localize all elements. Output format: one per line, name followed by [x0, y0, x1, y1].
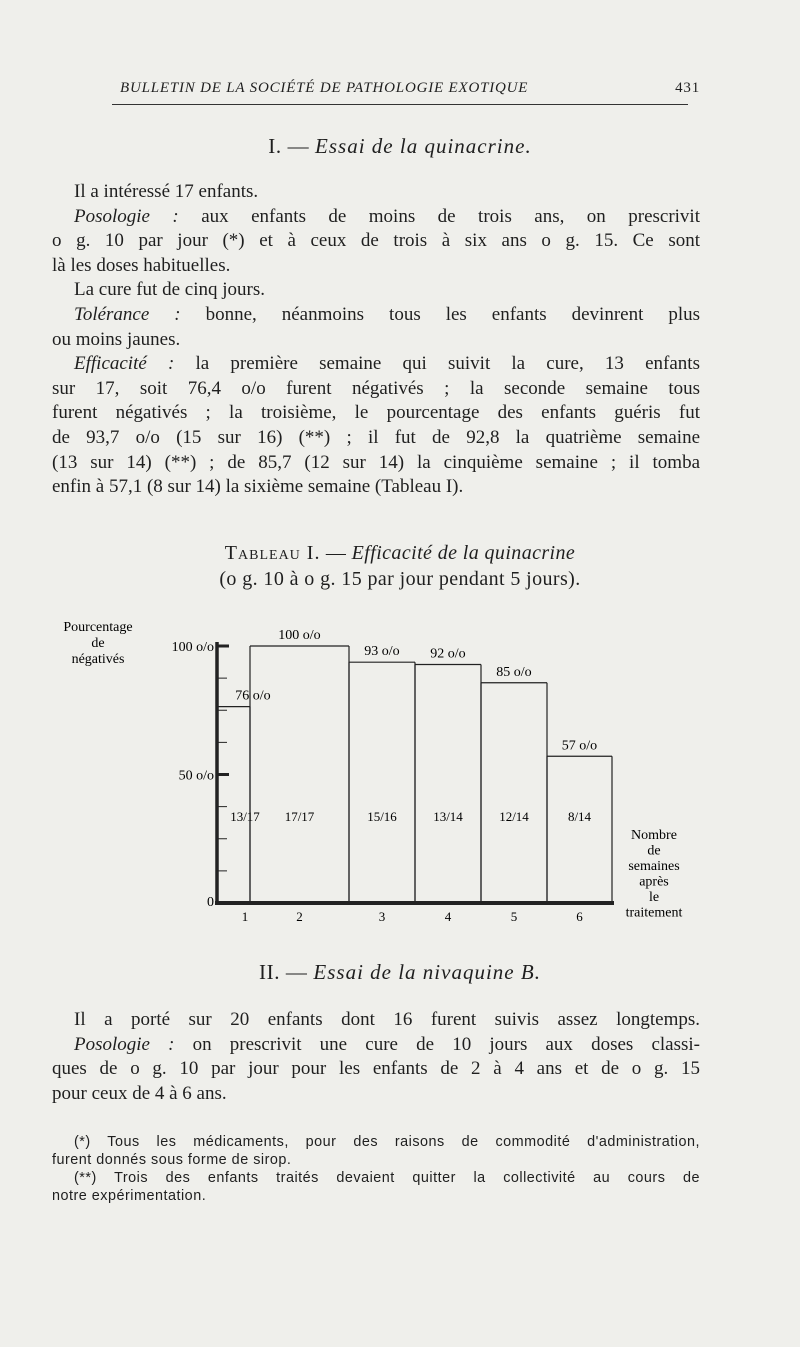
- body-line: sur 17, soit 76,4 o/o furent négativés ; la seconde semaine tous: [52, 377, 700, 399]
- body-line: Posologie : on prescrivit une cure de 10 jours aux doses classi-: [74, 1033, 700, 1055]
- bar-count-label: 13/14: [433, 809, 463, 824]
- body-line: Tolérance : bonne, néanmoins tous les enfants devinrent plus: [74, 303, 701, 325]
- running-title: BULLETIN DE LA SOCIÉTÉ DE PATHOLOGIE EXOTIQUE: [120, 80, 529, 96]
- table-caption: [0, 540, 800, 592]
- body-line: Il a porté sur 20 enfants dont 16 furent suivis assez longtemps.: [74, 1009, 700, 1030]
- section-1-body: [52, 180, 700, 500]
- body-line: là les doses habituelles.: [52, 254, 231, 276]
- footnote-2-line-2: notre expérimentation.: [52, 1188, 207, 1204]
- y-tick-label: 50 o/o: [178, 768, 214, 784]
- body-line: o g. 10 par jour (*) et à ceux de trois à six ans o g. 15. Ce sont: [52, 230, 700, 252]
- table-title: Efficacité de la quinacrine: [351, 542, 576, 564]
- efficacite-label: Efficacité :: [74, 353, 175, 375]
- x-category-label: 3: [378, 909, 386, 924]
- x-category-label: 4: [444, 909, 452, 924]
- y-axis-label-line: Pourcentage: [63, 620, 133, 635]
- bar-value-label: 100 o/o: [278, 628, 321, 643]
- posologie-label: Posologie :: [74, 205, 179, 227]
- body-line: Il a intéressé 17 enfants.: [74, 181, 259, 202]
- body-line: ques de o g. 10 par jour pour les enfants de 2 à 4 ans et de o g. 15: [52, 1058, 700, 1080]
- table-caption-dash: —: [325, 542, 347, 564]
- section-2-heading: [0, 960, 800, 985]
- x-category-label: 2: [296, 909, 303, 924]
- bar-value-label: 57 o/o: [561, 738, 598, 754]
- section-1-heading: [0, 134, 800, 159]
- page-number: 431: [675, 80, 700, 96]
- body-line: ou moins jaunes.: [52, 328, 181, 350]
- footnotes: [52, 1133, 700, 1205]
- running-header: [52, 80, 700, 102]
- table-caption-line-1: [0, 540, 800, 566]
- bar-count-label: 13/17: [230, 809, 260, 824]
- x-category-label: 1: [241, 909, 249, 924]
- header-rule: [112, 104, 688, 105]
- bar-value-label: 85 o/o: [496, 664, 532, 680]
- bar-value-label: 76 o/o: [235, 688, 271, 704]
- footnote-1-line-1: (*) Tous les médicaments, pour des raisons de commodité d'administration,: [74, 1134, 700, 1150]
- x-axis-label-line: semaines: [628, 859, 680, 874]
- body-line: pour ceux de 4 à 6 ans.: [52, 1082, 227, 1104]
- section-1-number: I. —: [268, 134, 310, 158]
- x-axis-label-line: après: [639, 874, 669, 890]
- bar-value-label: 93 o/o: [364, 644, 400, 660]
- x-axis-label-line: Nombre: [631, 828, 677, 843]
- efficacy-bar-chart: [0, 605, 800, 935]
- y-axis-label-line: négativés: [71, 652, 125, 667]
- body-line: enfin à 57,1 (8 sur 14) la sixième semaine (Tableau I).: [52, 476, 464, 498]
- y-tick-label: 0: [207, 895, 214, 910]
- bar-count-label: 17/17: [284, 809, 315, 824]
- tolerance-label: Tolérance :: [74, 303, 181, 325]
- bar-value-label: 92 o/o: [430, 646, 466, 662]
- bar-count-label: 12/14: [499, 809, 529, 824]
- bar-count-label: 15/16: [367, 809, 397, 824]
- section-2-title: Essai de la nivaquine B.: [313, 960, 541, 984]
- body-line: (13 sur 14) (**) ; de 85,7 (12 sur 14) la cinquième semaine ; il tomba: [52, 451, 700, 473]
- bar-count-label: 8/14: [567, 809, 592, 824]
- section-2-number: II. —: [259, 960, 308, 984]
- footnote-1-line-2: furent donnés sous forme de sirop.: [52, 1152, 292, 1168]
- x-category-label: 6: [576, 909, 583, 924]
- body-line: de 93,7 o/o (15 sur 16) (**) ; il fut de 92,8 la quatrième semaine: [52, 426, 700, 448]
- x-category-label: 5: [510, 909, 518, 924]
- body-line: furent négativés ; la troisième, le pourcentage des enfants guéris fut: [52, 402, 700, 424]
- table-label: Tableau I.: [224, 542, 321, 564]
- y-tick-label: 100 o/o: [171, 640, 214, 655]
- body-line: La cure fut de cinq jours.: [74, 279, 265, 301]
- x-axis-label-line: le: [648, 890, 660, 905]
- body-line: Posologie : aux enfants de moins de trois ans, on prescrivit: [74, 205, 700, 227]
- x-axis-label-line: de: [647, 843, 661, 859]
- section-2-body: [52, 1008, 700, 1106]
- section-1-title: Essai de la quinacrine.: [315, 134, 532, 158]
- footnote-2-line-1: (**) Trois des enfants traités devaient quitter la collectivité au cours de: [74, 1170, 700, 1186]
- chart-svg: [0, 605, 800, 935]
- body-line: Efficacité : la première semaine qui suivit la cure, 13 enfants: [74, 353, 700, 375]
- posologie-label-2: Posologie :: [74, 1033, 175, 1055]
- table-caption-line-2: (o g. 10 à o g. 15 par jour pendant 5 jours).: [219, 568, 581, 590]
- x-axis-label-line: traitement: [625, 905, 683, 921]
- y-axis-label-line: de: [91, 636, 105, 651]
